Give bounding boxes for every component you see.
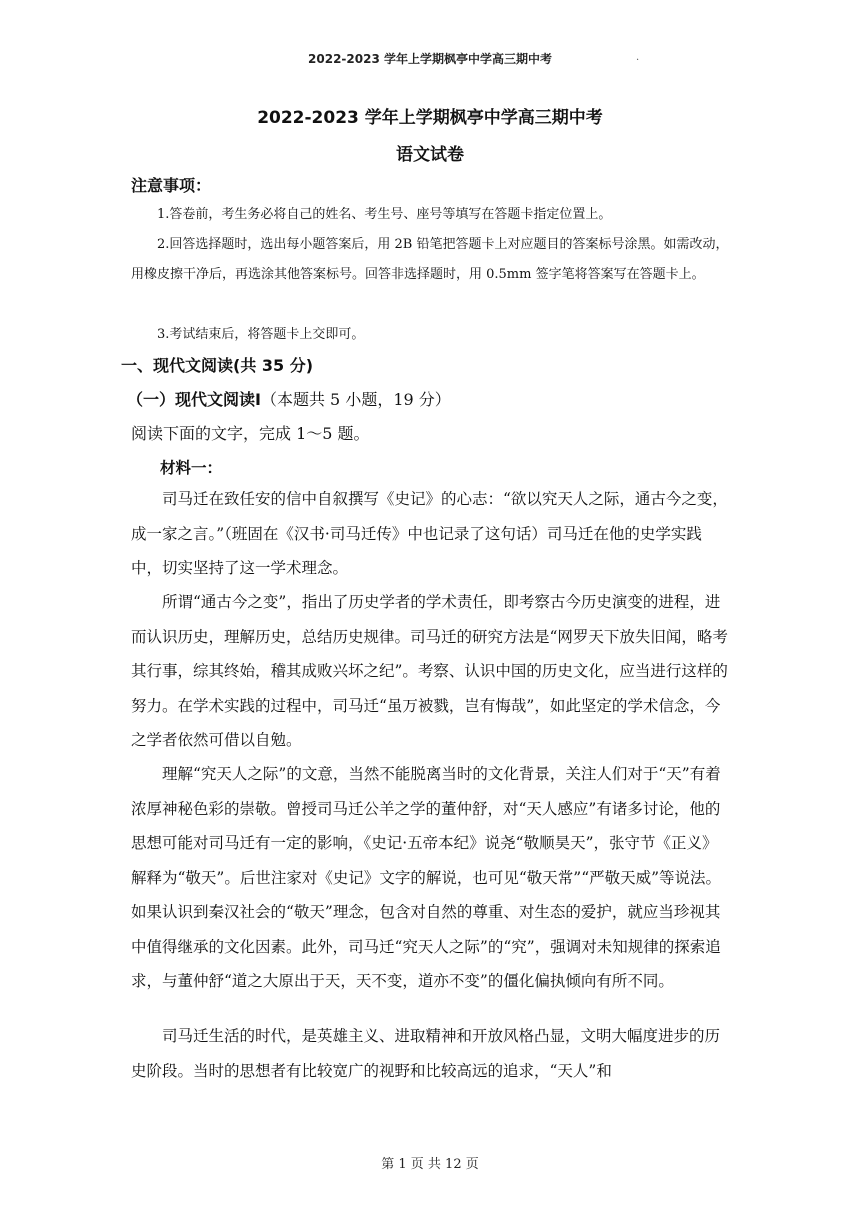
notice-item-3: 3.考试结束后，将答题卡上交即可。 xyxy=(157,327,365,342)
running-header: 2022-2023 学年上学期枫亭中学高三期中考 xyxy=(308,52,552,66)
paragraph-4: 司马迁生活的时代，是英雄主义、进取精神和开放风格凸显，文明大幅度进步的历史阶段。当时的思想者有比较宽广的视野和比较高远的追求，“天人”和 xyxy=(131,1027,721,1080)
header-dot: . xyxy=(636,52,640,63)
paragraph-2: 所谓“通古今之变”，指出了历史学者的学术责任，即考察古今历史演变的进程，进而认识历史，理解历史，总结历史规律。司马迁的研究方法是“网罗天下放失旧闻，略考其行事，综其终始，稽其成败兴坏之纪”。考察、认识中国的历史文化，应当进行这样的努力。在学术实践的过程中，司马迁“虽万被戮，岂有悔哉”，如此坚定的学术信念，今之学者依然可借以自勉。 xyxy=(131,593,728,749)
subsection-title: （一）现代文阅读Ⅰ xyxy=(127,390,261,409)
page-footer: 第 1 页 共 12 页 xyxy=(381,1157,479,1172)
exam-subtitle: 语文试卷 xyxy=(396,145,464,165)
notice-item-2: 2.回答选择题时，选出每小题答案后，用 2B 铅笔把答题卡上对应题目的答案标号涂黑。如需改动，用橡皮擦干净后，再选涂其他答案标号。回答非选择题时，用 0.5mm 签字笔将答案写在答题卡上。 xyxy=(131,237,729,282)
exam-title: 2022-2023 学年上学期枫亭中学高三期中考 xyxy=(257,108,603,128)
material-label: 材料一： xyxy=(160,459,223,477)
paragraph-1: 司马迁在致任安的信中自叙撰写《史记》的心志：“欲以究天人之际，通古今之变，成一家之言。”（班固在《汉书·司马迁传》中也记录了这句话）司马迁在他的史学实践中，切实坚持了这一学术理念。 xyxy=(131,490,728,577)
subsection-detail: （本题共 5 小题，19 分） xyxy=(260,390,451,409)
section-heading: 一、现代文阅读(共 35 分) xyxy=(121,356,314,375)
reading-instruction: 阅读下面的文字，完成 1～5 题。 xyxy=(131,424,370,443)
paragraph-3: 理解“究天人之际”的文意，当然不能脱离当时的文化背景，关注人们对于“天”有着浓厚神秘色彩的崇敬。曾授司马迁公羊之学的董仲舒，对“天人感应”有诸多讨论，他的思想可能对司马迁有一定的影响，《史记·五帝本纪》说尧“敬顺昊天”，张守节《正义》解释为“敬天”。后世注家对《史记》文字的解说，也可见“敬天常”“严敬天威”等说法。如果认识到秦汉社会的“敬天”理念，包含对自然的尊重、对生态的爱护，就应当珍视其中值得继承的文化因素。此外，司马迁“究天人之际”的“究”，强调对未知规律的探索追求，与董仲舒“道之大原出于天，天不变，道亦不变”的僵化偏执倾向有所不同。 xyxy=(131,765,722,990)
notice-heading: 注意事项： xyxy=(131,176,212,195)
subsection-heading xyxy=(127,387,451,410)
notice-item-1: 1.答卷前，考生务必将自己的姓名、考生号、座号等填写在答题卡指定位置上。 xyxy=(157,207,612,222)
